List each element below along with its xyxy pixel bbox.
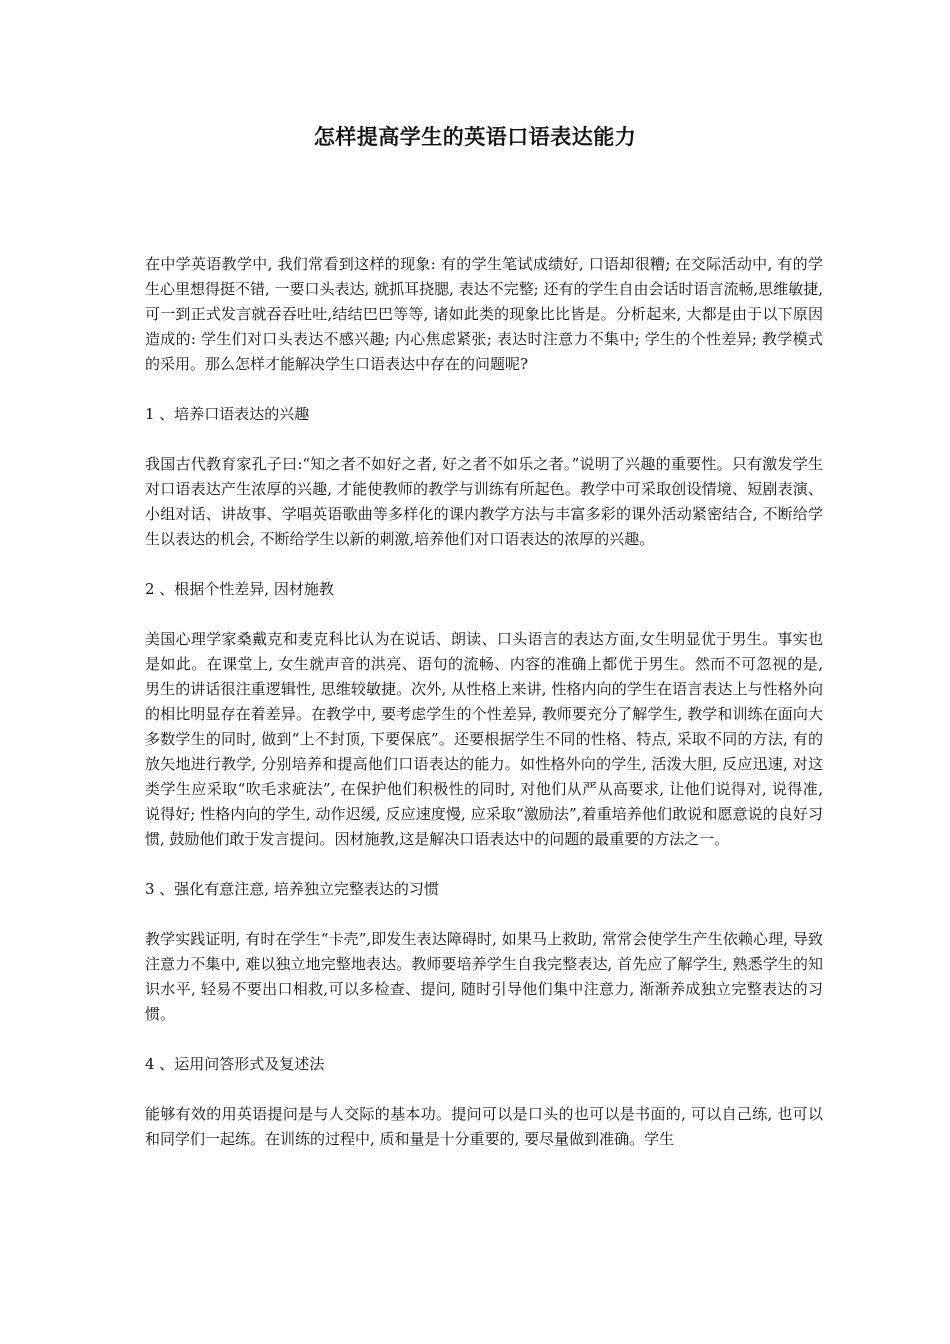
section-paragraph-1: 我国古代教育家孔子曰:“知之者不如好之者, 好之者不如乐之者。”说明了兴趣的重要性。只有激发学生对口语表达产生浓厚的兴趣, 才能使教师的教学与训练有所起色。教学中可采取创设情境、短剧表演、小组对话、讲故事、学唱英语歌曲等多样化的课内教学方法与丰富多彩的课外活动紧密结合, 不断给学生以表达的机会, 不断给学生以新的刺激,培养他们对口语表达的浓厚的兴趣。: [145, 455, 823, 548]
intro-paragraph: 在中学英语教学中, 我们常看到这样的现象: 有的学生笔试成绩好, 口语却很糟; 在交际活动中, 有的学生心里想得挺不错, 一要口头表达, 就抓耳挠腮, 表达不完整; 还有的学生自由会话时语言流畅,思维敏捷, 可一到正式发言就吞吞吐吐,结结巴巴等等, 诸如此类的现象比比皆是。分析起来, 大都是由于以下原因造成的: 学生们对口头表达不感兴趣; 内心焦虑紧张; 表达时注意力不集中; 学生的个性差异; 教学模式的采用。那么怎样才能解决学生口语表达中存在的问题呢?: [145, 255, 823, 373]
section-paragraph-4: 能够有效的用英语提问是与人交际的基本功。提问可以是口头的也可以是书面的, 可以自己练, 也可以和同学们一起练。在训练的过程中, 质和量是十分重要的, 要尽量做到准确。学生: [145, 1105, 823, 1148]
section-heading-4: 4 、运用问答形式及复述法: [145, 1055, 325, 1073]
section-heading-1: 1 、培养口语表达的兴趣: [145, 405, 310, 423]
document-title: 怎样提高学生的英语口语表达能力: [313, 124, 637, 149]
section-heading-2: 2 、根据个性差异, 因材施教: [145, 580, 334, 598]
document-body: [145, 252, 823, 1177]
section-paragraph-3: 教学实践证明, 有时在学生“卡壳”,即发生表达障碍时, 如果马上救助, 常常会使学生产生依赖心理, 导致注意力不集中, 难以独立地完整地表达。教师要培养学生自我完整表达, 首先应了解学生, 熟悉学生的知识水平, 轻易不要出口相救,可以多检查、提问, 随时引导他们集中注意力, 渐渐养成独立完整表达的习惯。: [145, 930, 823, 1023]
section-paragraph-2: 美国心理学家桑戴克和麦克科比认为在说话、朗读、口头语言的表达方面,女生明显优于男生。事实也是如此。在课堂上, 女生就声音的洪亮、语句的流畅、内容的准确上都优于男生。然而不可忽视的是, 男生的讲话很注重逻辑性, 思维较敏捷。次外, 从性格上来讲, 性格内向的学生在语言表达上与性格外向的相比明显存在着差异。在教学中, 要考虑学生的个性差异, 教师要充分了解学生, 教学和训练在面向大多数学生的同时, 做到“上不封顶, 下要保底”。还要根据学生不同的性格、特点, 采取不同的方法, 有的放矢地进行教学, 分别培养和提高他们口语表达的能力。如性格外向的学生, 活泼大胆, 反应迅速, 对这类学生应采取“吹毛求疵法”, 在保护他们积极性的同时, 对他们从严从高要求, 让他们说得对, 说得准, 说得好; 性格内向的学生, 动作迟缓, 反应速度慢, 应采取“激励法”,着重培养他们敢说和愿意说的良好习惯, 鼓励他们敢于发言提问。因材施教,这是解决口语表达中的问题的最重要的方法之一。: [145, 630, 823, 848]
section-heading-3: 3 、强化有意注意, 培养独立完整表达的习惯: [145, 880, 439, 898]
